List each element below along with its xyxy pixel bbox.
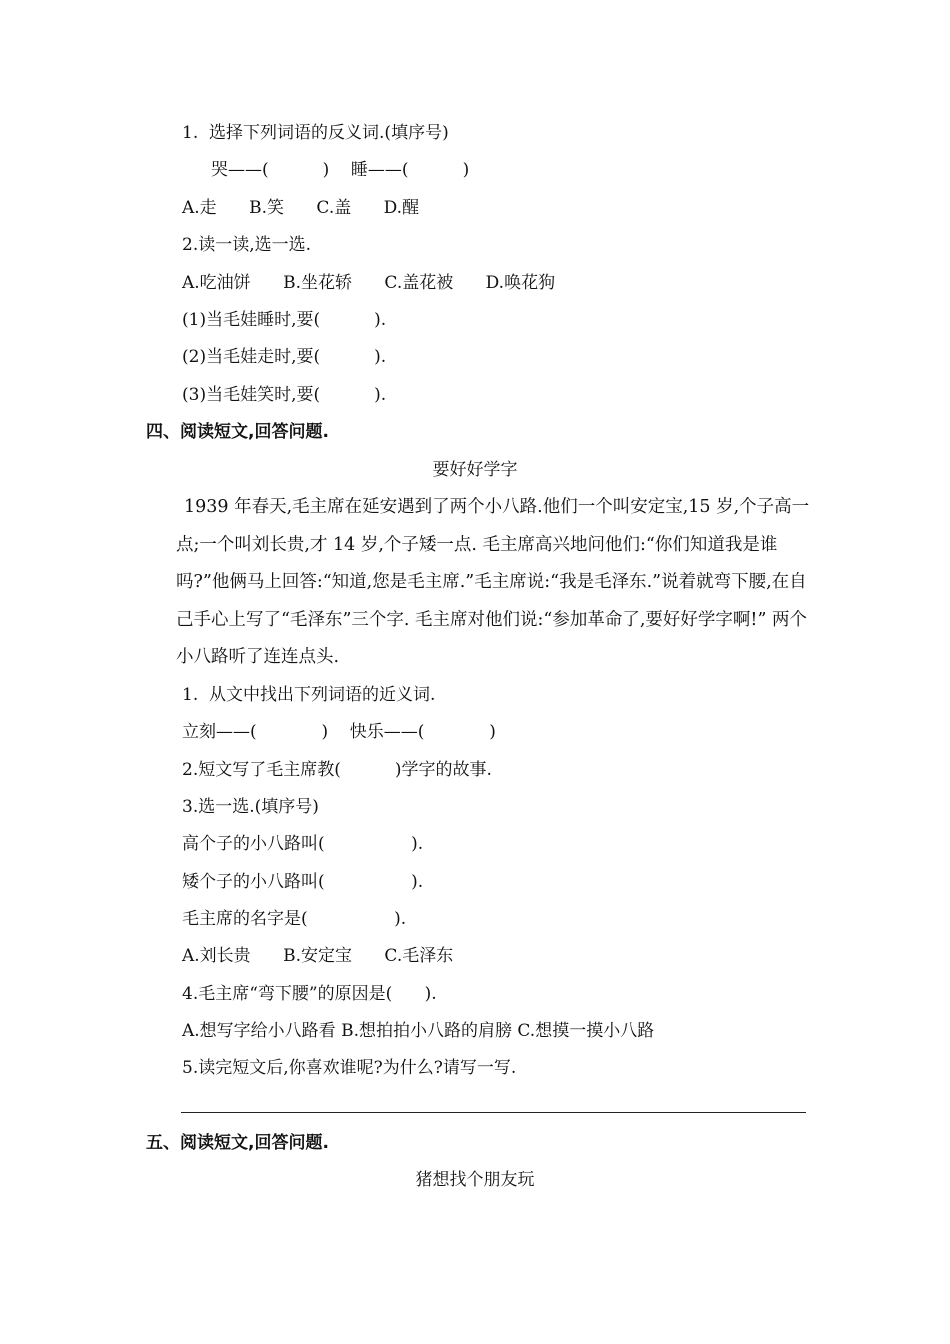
q1-title: 1. 选择下列词语的反义词.(填序号): [182, 123, 449, 143]
s4-q4-title: 4.毛主席“弯下腰”的原因是( ).: [182, 984, 437, 1004]
section-4-heading: 四、阅读短文,回答问题.: [146, 422, 329, 442]
q1-options: A.走 B.笑 C.盖 D.醒: [182, 198, 420, 218]
q2-item-2: (2)当毛娃走时,要( ).: [182, 347, 387, 367]
story-paragraph: 1939 年春天,毛主席在延安遇到了两个小八路.他们一个叫安定宝,15 岁,个子高一点;一个叫刘长贵,才 14 岁,个子矮一点. 毛主席高兴地问他们:“你们知道我是谁吗?”他俩马上回答:“知道,您是毛主席.”毛主席说:“我是毛泽东.”说着就弯下腰,在自己手心上写了“毛泽东”三个字. 毛主席对他们说:“参加革命了,要好好学字啊!” 两个小八路听了连连点头.: [176, 497, 810, 667]
q2-options: A.吃油饼 B.坐花轿 C.盖花被 D.唤花狗: [182, 273, 556, 293]
s4-q3-item-2: 矮个子的小八路叫( ).: [182, 872, 424, 892]
story-title-2: 猪想找个朋友玩: [415, 1170, 535, 1190]
section-5-heading: 五、阅读短文,回答问题.: [146, 1133, 329, 1153]
q2-item-3: (3)当毛娃笑时,要( ).: [182, 385, 387, 405]
s4-q3-item-1: 高个子的小八路叫( ).: [182, 834, 424, 854]
s4-q3-item-3: 毛主席的名字是( ).: [182, 909, 407, 929]
answer-line[interactable]: [181, 1112, 806, 1113]
s4-q1-title: 1. 从文中找出下列词语的近义词.: [182, 685, 436, 705]
s4-q5-title: 5.读完短文后,你喜欢谁呢?为什么?请写一写.: [182, 1058, 517, 1078]
q1-pairs: 哭——( ) 睡——( ): [211, 160, 470, 180]
q2-title: 2.读一读,选一选.: [182, 235, 312, 255]
s4-q3-options: A.刘长贵 B.安定宝 C.毛泽东: [182, 946, 454, 966]
s4-q1-pairs: 立刻——( ) 快乐——( ): [182, 722, 496, 742]
s4-q3-title: 3.选一选.(填序号): [182, 797, 319, 817]
s4-q2: 2.短文写了毛主席教( )学字的故事.: [182, 760, 492, 780]
story-title-1: 要好好学字: [432, 460, 518, 480]
q2-item-1: (1)当毛娃睡时,要( ).: [182, 310, 387, 330]
s4-q4-options: A.想写字给小八路看 B.想拍拍小八路的肩膀 C.想摸一摸小八路: [182, 1021, 655, 1041]
